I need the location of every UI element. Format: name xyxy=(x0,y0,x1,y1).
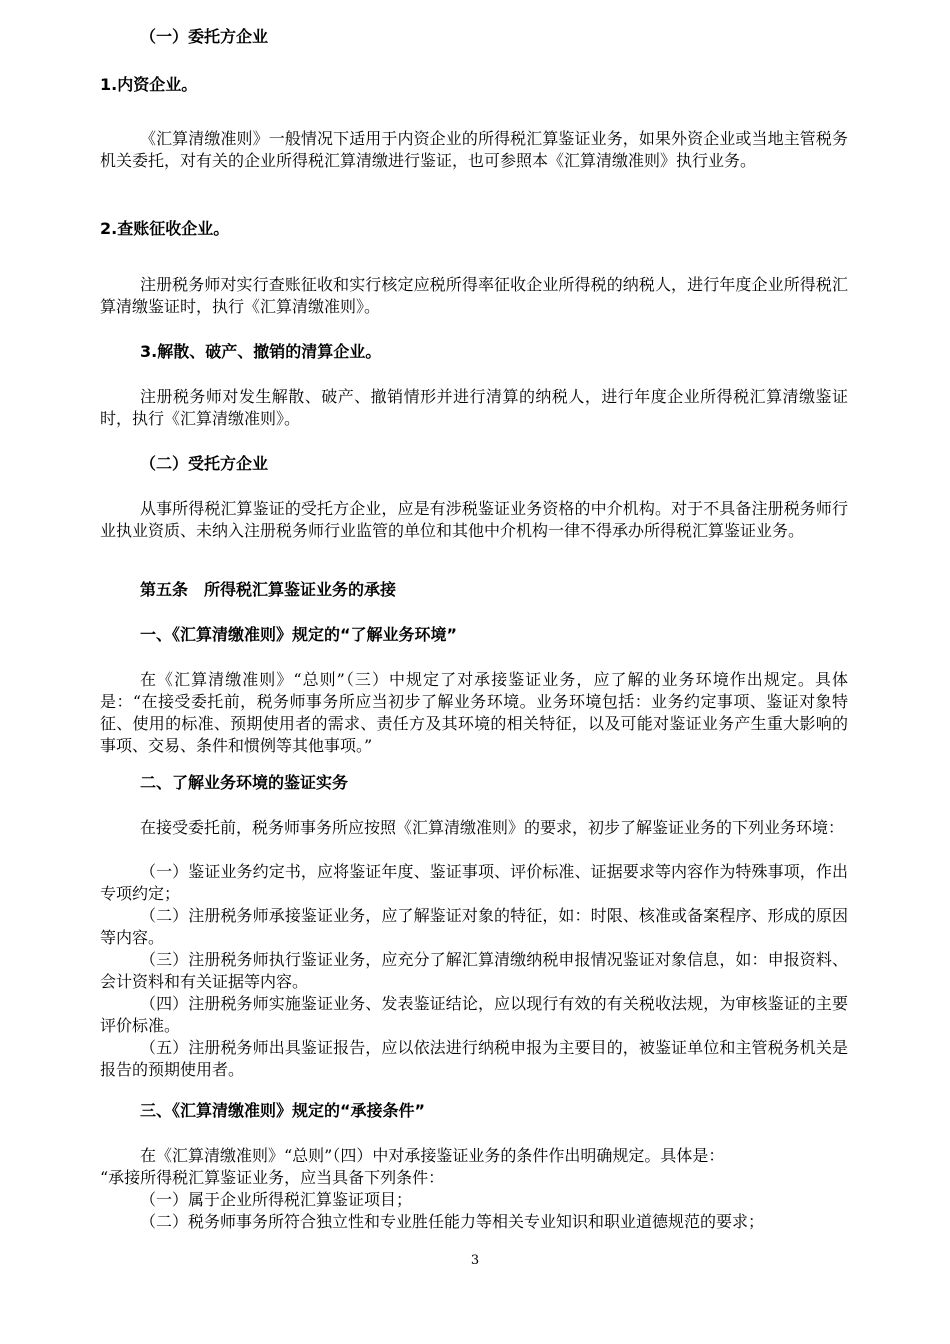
list-item-4: （四）注册税务师实施鉴证业务、发表鉴证结论，应以现行有效的有关税收法规，为审核鉴证的主要评价标准。 xyxy=(100,994,848,1035)
heading-article-five: 第五条 所得税汇算鉴证业务的承接 xyxy=(140,580,397,599)
paragraph-audit-collection: 注册税务师对实行查账征收和实行核定应税所得率征收企业所得税的纳税人，进行年度企业所得税汇算清缴鉴证时，执行《汇算清缴准则》。 xyxy=(100,275,848,316)
heading-business-environment: 一、《汇算清缴准则》规定的“了解业务环境” xyxy=(140,625,458,644)
paragraph-practice-intro: 在接受委托前，税务师事务所应按照《汇算清缴准则》的要求，初步了解鉴证业务的下列业务环境： xyxy=(140,818,845,837)
heading-trustee-enterprise: （二）受托方企业 xyxy=(140,454,269,473)
paragraph-domestic: 《汇算清缴准则》一般情况下适用于内资企业的所得税汇算鉴证业务，如果外资企业或当地主管税务机关委托，对有关的企业所得税汇算清缴进行鉴证，也可参照本《汇算清缴准则》执行业务。 xyxy=(100,129,848,170)
list-item-5: （五）注册税务师出具鉴证报告，应以依法进行纳税申报为主要目的，被鉴证单位和主管税务机关是报告的预期使用者。 xyxy=(100,1038,848,1079)
heading-liquidation: 3.解散、破产、撤销的清算企业。 xyxy=(140,342,382,361)
heading-client-enterprise: （一）委托方企业 xyxy=(140,27,269,46)
list-item-1: （一）鉴证业务约定书，应将鉴证年度、鉴证事项、评价标准、证据要求等内容作为特殊事项，作出专项约定； xyxy=(100,862,848,903)
heading-audit-collection: 2.查账征收企业。 xyxy=(100,219,230,238)
list-item-2: （二）注册税务师承接鉴证业务，应了解鉴证对象的特征，如：时限、核准或备案程序、形成的原因等内容。 xyxy=(100,906,848,947)
paragraph-trustee: 从事所得税汇算鉴证的受托方企业，应是有涉税鉴证业务资格的中介机构。对于不具备注册税务师行业执业资质、未纳入注册税务师行业监管的单位和其他中介机构一律不得承办所得税汇算鉴证业务。 xyxy=(100,499,848,540)
paragraph-conditions: 在《汇算清缴准则》“总则”（四）中对承接鉴证业务的条件作出明确规定。具体是： xyxy=(140,1146,725,1165)
condition-item-2: （二）税务师事务所符合独立性和专业胜任能力等相关专业知识和职业道德规范的要求； xyxy=(140,1212,765,1231)
heading-acceptance-conditions: 三、《汇算清缴准则》规定的“承接条件” xyxy=(140,1101,426,1120)
paragraph-business-environment: 在《汇算清缴准则》“总则”（三）中规定了对承接鉴证业务，应了解的业务环境作出规定。具体是：“在接受委托前，税务师事务所应当初步了解业务环境。业务环境包括：业务约定事项、鉴证对象特征、使用的标准、预期使用者的需求、责任方及其环境的相关特征，以及可能对鉴证业务产生重大影响的事项、交易、条件和惯例等其他事项。” xyxy=(100,670,848,755)
page-number: 3 xyxy=(470,1253,480,1268)
list-item-3: （三）注册税务师执行鉴证业务，应充分了解汇算清缴纳税申报情况鉴证对象信息，如：申报资料、会计资料和有关证据等内容。 xyxy=(100,950,848,991)
condition-item-1: （一）属于企业所得税汇算鉴证项目； xyxy=(140,1190,413,1209)
paragraph-conditions-quote: “承接所得税汇算鉴证业务，应当具备下列条件： xyxy=(100,1168,445,1187)
paragraph-liquidation: 注册税务师对发生解散、破产、撤销情形并进行清算的纳税人，进行年度企业所得税汇算清缴鉴证时，执行《汇算清缴准则》。 xyxy=(100,387,848,428)
heading-domestic-enterprise: 1.内资企业。 xyxy=(100,75,198,94)
heading-practice: 二、了解业务环境的鉴证实务 xyxy=(140,773,349,792)
